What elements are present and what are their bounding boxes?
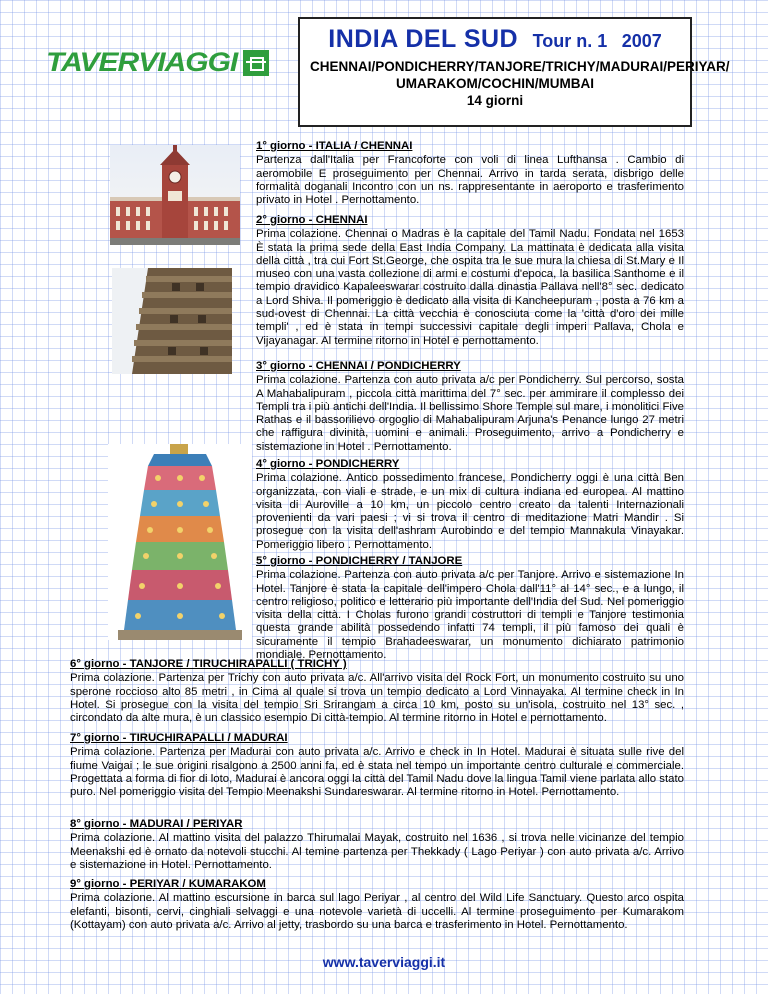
day-3-heading: 3° giorno - CHENNAI / PONDICHERRY [256,360,461,372]
day-4-heading: 4° giorno - PONDICHERRY [256,458,400,470]
brand-logo [46,46,269,80]
day-7-text: Prima colazione. Partenza per Madurai con auto privata a/c. Arrivo e check in In Hotel. Madurai è situata sulle rive del fiume Vaigai ; le sue origini risalgono a 2500 anni fa, ed è stata nel tempo un importante centro culturale e commerciale. Progettata a forma di fior di loto, Madurai è ancora oggi la città del Tamil Nadu dove la lingua Tamil viene parlata allo stato puro. Nel pomeriggio visita del Tempio Meenakshi Sundareswarar. Al termine ritorno in Hotel. Pernottamento. [70,746,684,799]
tour-number: Tour n. 1 [532,31,608,51]
day-8 [70,818,684,872]
day-1-heading: 1° giorno - ITALIA / CHENNAI [256,140,413,152]
gopuram-photo [108,444,252,640]
day-8-heading: 8° giorno - MADURAI / PERIYAR [70,818,243,830]
day-9-text: Prima colazione. Al mattino escursione in barca sul lago Periyar , al centro del Wild Life Sanctuary. Questo arco ospita elefanti, bisonti, cervi, cinghiali selvaggi e una notevole varietà di uccelli. Al termine proseguimento per Kumarakom (Kottayam) con auto privata a/c. Arrivo al jetty, trasbordo su una barca e trasferimento in Hotel. Pernottamento. [70,892,684,931]
title-line [300,25,690,54]
day-7-heading: 7° giorno - TIRUCHIRAPALLI / MADURAI [70,732,288,744]
logo-text: TAVERVIAGGI [46,47,238,78]
day-7 [70,732,684,799]
day-2-heading: 2° giorno - CHENNAI [256,214,368,226]
day-5 [256,555,684,662]
day-9 [70,878,684,932]
day-5-text: Prima colazione. Partenza con auto privata a/c per Tanjore. Arrivo e sistemazione In Hotel. Tanjore è stata la capitale dell'impero Chola dall'11° al 14° sec., e a lungo, il centro religioso, politico e letterario più importante dell'India del Sud. Nel pomeriggio visita della città. I Cholas furono grandi costruttori di templi e Tanjore testimonia questa grande abilità possedendo infatti 74 templi, il più famoso dei quali è sicuramente il tempio Brahadeeswarar, un monumento dichiarato patrimonio mondiale. Pernottamento. [256,569,684,662]
tour-year: 2007 [621,31,662,51]
day-2 [256,214,684,348]
day-6 [70,658,684,725]
day-1 [256,140,684,207]
chennai-station-photo [110,145,240,245]
duration: 14 giorni [466,93,524,108]
footer-website-link[interactable]: www.taverviaggi.it [322,954,446,970]
day-4-text: Prima colazione. Antico possedimento francese, Pondicherry oggi è una città Ben organizzata, con viali e strade, e un mix di cultura indiana ed europea. Al mattino visita di Auroville a 10 km, un piccolo centro creato da talenti Internazionali provenienti da vari paesi ; vi si trova il centro di meditazione Matri Mandir . Si prosegue con la visita dell'ashram Aurobindo e del tempio Mannakula Vinayakar. Pomeriggio libero . Pernottamento. [256,472,684,551]
page-title: INDIA DEL SUD [328,25,519,53]
day-4 [256,458,684,552]
day-8-text: Prima colazione. Al mattino visita del palazzo Thirumalai Mayak, costruito nel 1636 , si trova nelle vicinanze del tempio Meenakshi ed è ornato da notevoli stucchi. Al temine partenza per Thekkady ( Lago Periyar ) con auto privata a/c. Arrivo e sistemazione in Hotel. Pernottamento. [70,832,684,871]
day-1-text: Partenza dall'Italia per Francoforte con voli di linea Lufthansa . Cambio di aeromobile E proseguimento per Chennai. Arrivo in tarda serata, disbrigo delle formalità doganali Incontro con un ns. rappresentante in aeroporto e trasferimento privato in Hotel . Pernottamento. [256,154,684,207]
day-3 [256,360,684,454]
route: CHENNAI/PONDICHERRY/TANJORE/TRICHY/MADURAI/PERIYAR/ UMARAKOM/COCHIN/MUMBAI [310,59,730,91]
day-6-heading: 6° giorno - TANJORE / TIRUCHIRAPALLI ( TRICHY ) [70,658,347,670]
day-9-heading: 9° giorno - PERIYAR / KUMARAKOM [70,878,266,890]
day-3-text: Prima colazione. Partenza con auto privata a/c per Pondicherry. Sul percorso, sosta A Mahabalipuram , piccola città marittima del 7° sec. per ammirare il complesso dei Templi tra i più antichi dell'India. Il bellissimo Shore Temple sul mare, i monolitici Five Rathas e il bassorilievo orgoglio di Mahabalipuram Arjuna's Penance lungo 27 metri che raffigura divinità, uomini e animali. Proseguimento, arrivo a Pondicherry e sistemazione in Hotel . Pernottamento. [256,374,684,453]
day-5-heading: 5° giorno - PONDICHERRY / TANJORE [256,555,463,567]
tour-header [298,17,730,127]
logo-mark-icon [243,50,269,76]
temple-tower-photo [112,268,232,374]
day-2-text: Prima colazione. Chennai o Madras è la capitale del Tamil Nadu. Fondata nel 1653 È stata la prima sede della East India Company. La mattinata è dedicata alla visita della città , tra cui Fort St.George, che ospita tra le sue mura la chiesa di St.Mary e Il museo con una vasta collezione di armi e costumi d'epoca, la basilica Santhome e il tempio dravidico Kapaleeswarar costruito dalla dinastia Pallava nell'8° sec. dedicato a Lord Shiva. Il pomeriggio è dedicato alla visita di Kancheepuram , posta a 76 km a sud-ovest di Chennai. La città vecchia è conosciuta come la 'città d'oro dei mille templi' , ed è stata in tempi successivi capitale degli imperi Pallava, Chola e Vijayanagar. Al termine ritorno in Hotel e pernottamento. [256,228,684,347]
day-6-text: Prima colazione. Partenza per Trichy con auto privata a/c. All'arrivo visita del Rock Fort, un monumento costruito su uno sperone roccioso alto 85 metri , in Cima al quale si trova un tempio dedicato a Lord Vinnayaka. Al termine check in In Hotel. Si prosegue con la visita del tempio Sri Srirangam a circa 10 km, posto su un'isola, costruito nel 13° sec. , circondato da alte mura, è un classico esempio Di città-tempio. Al termine ritorno in Hotel e pernottamento. [70,672,684,725]
